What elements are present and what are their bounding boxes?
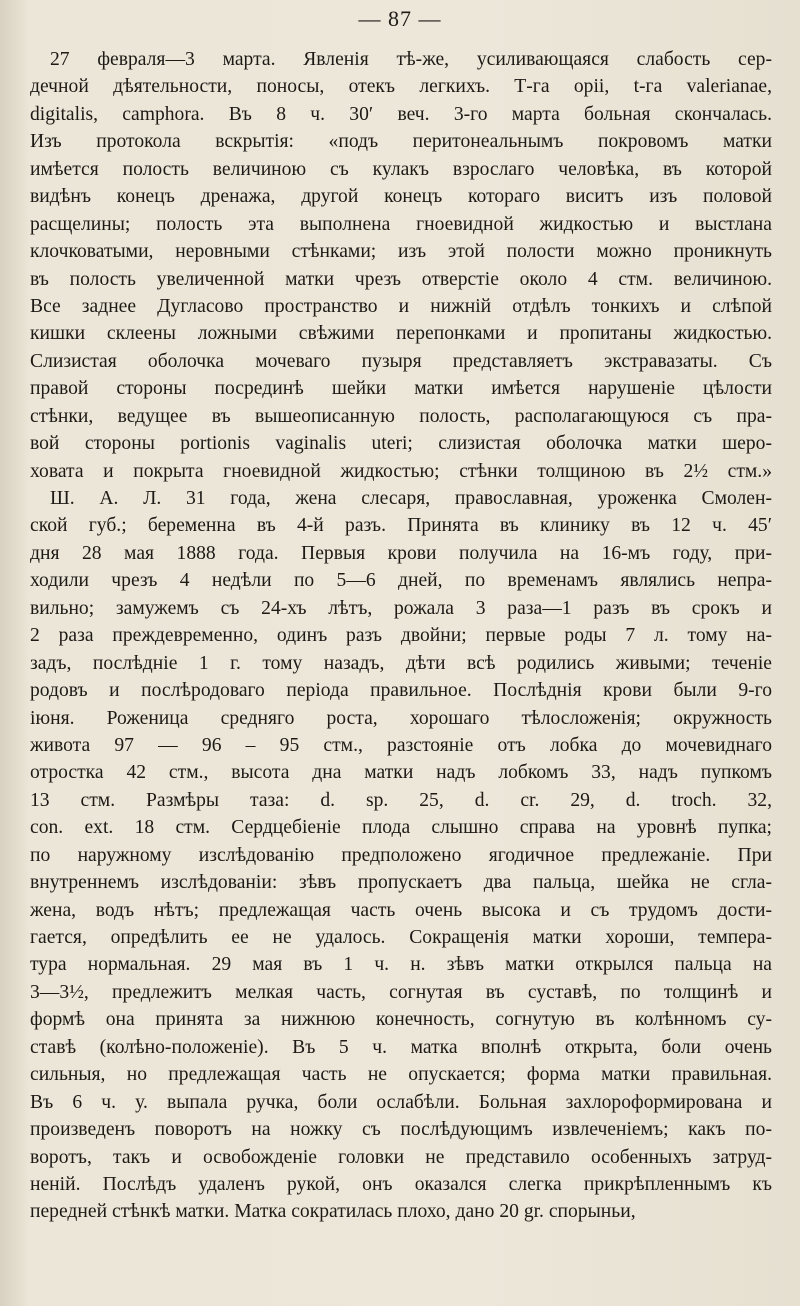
text-line: имѣется полость величиною съ кулакъ взрослаго человѣка, въ которой (30, 158, 772, 180)
text-line: по наружному изслѣдованію предположено ягодичное предлежаніе. При (30, 844, 772, 866)
text-line: 3—3½, предлежитъ мелкая часть, согнутая въ суставѣ, по толщинѣ и (30, 981, 772, 1003)
text-line: digitalis, camphora. Въ 8 ч. 30′ веч. 3-го марта больная скончалась. (30, 103, 772, 125)
text-line: 27 февраля—3 марта. Явленія тѣ-же, усиливающаяся слабость сер- (50, 49, 772, 70)
text-line: ховата и покрыта гноевидной жидкостью; стѣнки толщиною въ 2½ стм.» (30, 460, 772, 482)
text-line: дня 28 мая 1888 года. Первыя крови получила на 16-мъ году, при- (30, 542, 772, 564)
body-text (30, 46, 772, 1226)
text-line: іюня. Роженица средняго роста, хорошаго тѣлосложенія; окружность (30, 707, 772, 729)
text-line: жена, водъ нѣтъ; предлежащая часть очень высока и съ трудомъ дости- (30, 899, 772, 921)
text-line: расщелины; полость эта выполнена гноевидной жидкостью и выстлана (30, 213, 772, 235)
text-line: 13 стм. Размѣры таза: d. sp. 25, d. cr. 29, d. troch. 32, (30, 789, 772, 811)
text-line: формѣ она принята за нижнюю конечность, согнутую въ колѣнномъ су- (30, 1009, 772, 1031)
text-line: Ш. А. Л. 31 года, жена слесаря, православная, уроженка Смолен- (50, 488, 772, 509)
text-line: правой стороны посрединѣ шейки матки имѣется нарушеніе цѣлости (30, 378, 772, 400)
text-line: произведенъ поворотъ на ножку съ послѣдующимъ извлеченіемъ; какъ по- (30, 1119, 772, 1141)
text-line: дечной дѣятельности, поносы, отекъ легкихъ. Т-га оріі, t-га valerianae, (30, 76, 772, 98)
text-line: родовъ и послѣродоваго періода правильное. Послѣднія крови были 9-го (30, 680, 772, 702)
text-line: вильно; замужемъ съ 24-хъ лѣтъ, рожала 3 раза—1 разъ въ срокъ и (30, 597, 772, 619)
text-line: стѣнки, ведущее въ вышеописанную полость, располагающуюся съ пра- (30, 405, 772, 427)
text-line: видѣнъ конецъ дренажа, другой конецъ котораго виситъ изъ половой (30, 186, 772, 208)
text-line: клочковатыми, неровными стѣнками; изъ этой полости можно проникнуть (30, 241, 772, 263)
text-line: сильныя, но предлежащая часть не опускается; форма матки правильная. (30, 1064, 772, 1086)
text-line: воротъ, такъ и освобожденіе головки не представило особенныхъ затруд- (30, 1146, 772, 1168)
text-line: Слизистая оболочка мочеваго пузыря представляетъ экстравазаты. Съ (30, 350, 772, 372)
text-line: отростка 42 стм., высота дна матки надъ лобкомъ 33, надъ пупкомъ (30, 762, 772, 784)
text-line: передней стѣнкѣ матки. Матка сократилась плохо, дано 20 gr. спорыньи, (30, 1201, 636, 1223)
text-line: ходили чрезъ 4 недѣли по 5—6 дней, по временамъ являлись непра- (30, 570, 772, 592)
text-line: 2 раза преждевременно, одинъ разъ двойни; первые роды 7 л. тому на- (30, 625, 772, 647)
text-line: тура нормальная. 29 мая въ 1 ч. н. зѣвъ матки открылся пальца на (30, 954, 772, 976)
text-line: con. ext. 18 стм. Сердцебіеніе плода слышно справа на уровнѣ пупка; (30, 817, 772, 839)
text-line: Все заднее Дугласово пространство и нижній отдѣлъ тонкихъ и слѣпой (30, 295, 772, 317)
text-line: неній. Послѣдъ удаленъ рукой, онъ оказался слегка прикрѣпленнымъ къ (30, 1173, 772, 1195)
text-line: задъ, послѣдніе 1 г. тому назадъ, дѣти всѣ родились живыми; теченіе (30, 652, 772, 674)
text-line: вой стороны portionis vaginalis uteri; слизистая оболочка матки шеро- (30, 433, 772, 455)
text-line: внутреннемъ изслѣдованіи: зѣвъ пропускаетъ два пальца, шейка не сгла- (30, 872, 772, 894)
text-line: ставѣ (колѣно-положеніе). Въ 5 ч. матка вполнѣ открыта, боли очень (30, 1036, 772, 1058)
text-line: въ полость увеличенной матки чрезъ отверстіе около 4 стм. величиною. (30, 268, 772, 290)
text-line: Изъ протокола вскрытія: «подъ перитонеальнымъ покровомъ матки (30, 131, 772, 153)
text-line: кишки склеены ложными свѣжими перепонками и пропитаны жидкостью. (30, 323, 772, 345)
text-line: Въ 6 ч. у. выпала ручка, боли ослабѣли. Больная захлороформирована и (30, 1091, 772, 1113)
text-line: живота 97 — 96 – 95 стм., разстояніе отъ лобка до мочевиднаго (30, 734, 772, 756)
page-number: — 87 — (358, 6, 442, 31)
text-line: ской губ.; беременна въ 4-й разъ. Принята въ клинику въ 12 ч. 45′ (30, 515, 772, 537)
text-line: гается, опредѣлить ее не удалось. Сокращенія матки хороши, темпера- (30, 927, 772, 948)
